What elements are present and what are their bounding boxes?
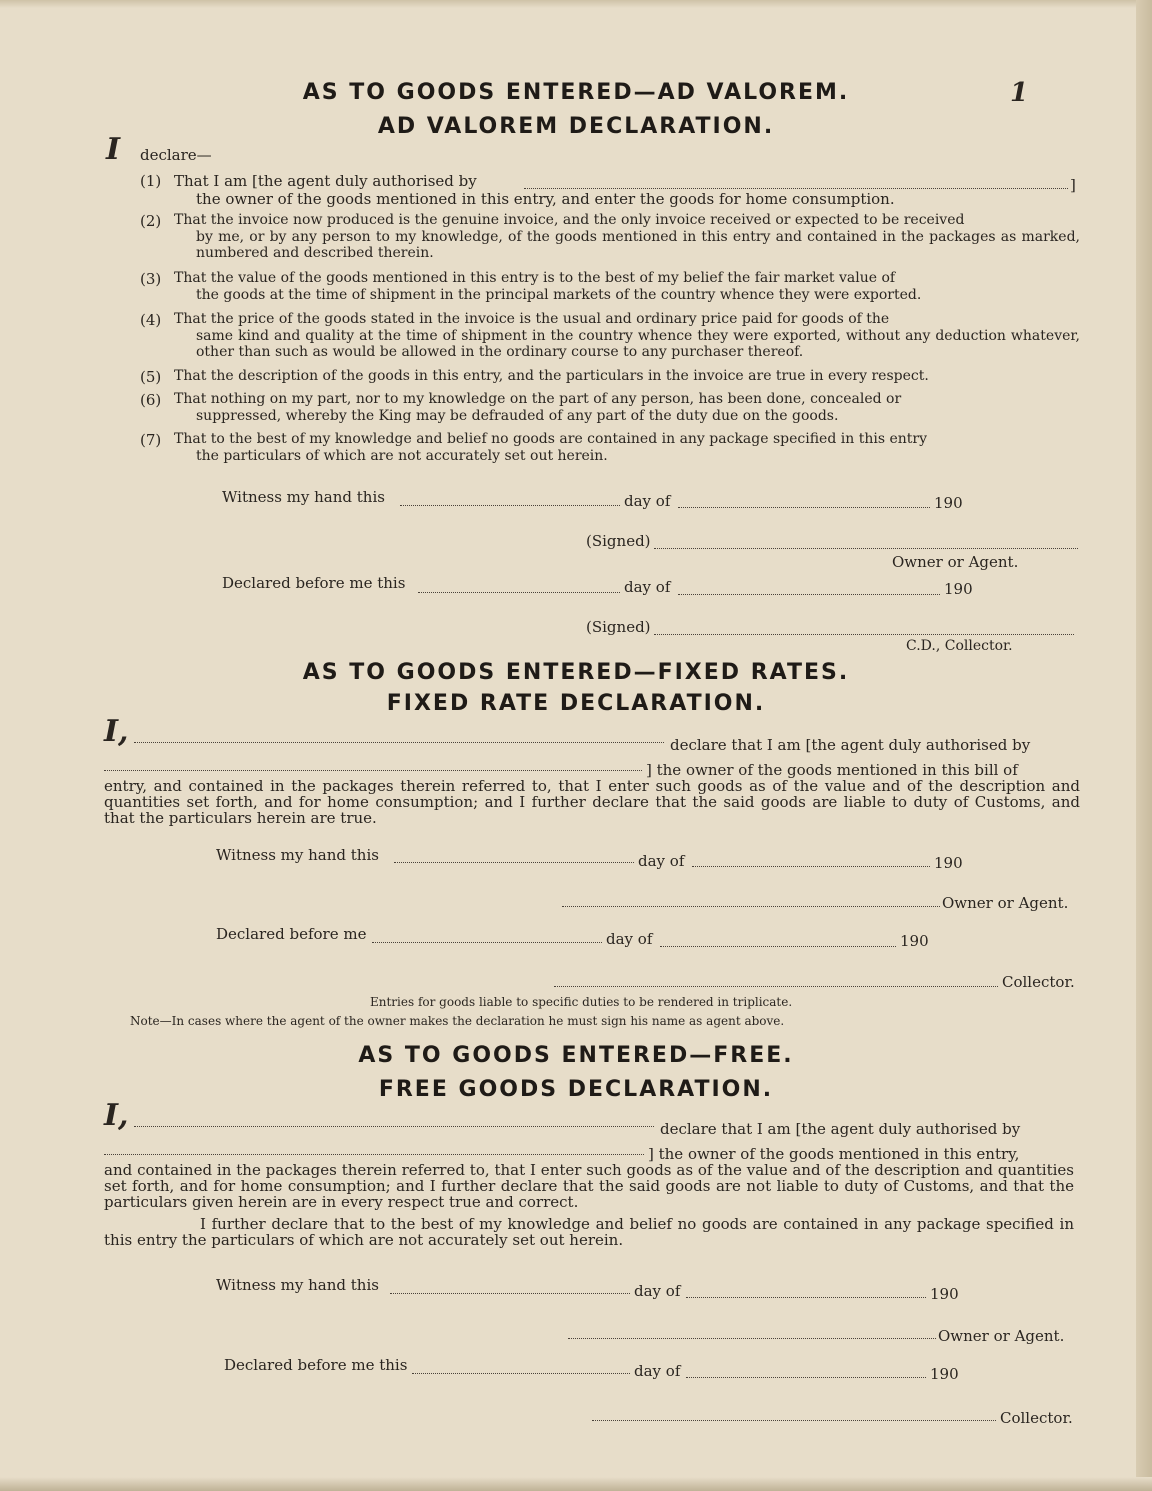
clause-3-continuation: the goods at the time of shipment in the principal markets of the country whence they were exported. bbox=[196, 287, 922, 303]
section1-initial-letter: I bbox=[106, 132, 121, 167]
section1-subheading: AD VALOREM DECLARATION. bbox=[377, 114, 775, 139]
s3-body-text: and contained in the packages therein referred to, that I enter such goods as of the value and of the description and quantities set forth, and for home consumption; and I further declare that the said goods are not liable to duty of Customs, and that the particulars given herein are in every respect true and correct. bbox=[104, 1161, 1074, 1211]
s1-declared-month-field[interactable] bbox=[678, 594, 940, 595]
clause-7-continuation: the particulars of which are not accurately set out herein. bbox=[196, 448, 608, 464]
section1-heading: AS TO GOODS ENTERED—AD VALOREM. bbox=[302, 80, 850, 105]
s2-witness-month-field[interactable] bbox=[692, 866, 930, 867]
section3-heading: AS TO GOODS ENTERED—FREE. bbox=[358, 1043, 794, 1068]
s1-owner-agent-label: Owner or Agent. bbox=[892, 553, 1019, 571]
clause-2-number: (2) bbox=[140, 212, 162, 230]
s1-signed-label-1: (Signed) bbox=[586, 532, 651, 550]
clause-3-text: That the value of the goods mentioned in this entry is to the best of my belief the fair market value of bbox=[174, 270, 896, 286]
s3-witness-month-field[interactable] bbox=[686, 1297, 926, 1298]
s1-declared-day-field[interactable] bbox=[418, 592, 620, 593]
section2-heading: AS TO GOODS ENTERED—FIXED RATES. bbox=[302, 660, 850, 685]
s2-witness-label: Witness my hand this bbox=[216, 846, 379, 864]
s2-agent-for-field[interactable] bbox=[104, 770, 642, 771]
clause-2-text: That the invoice now produced is the genuine invoice, and the only invoice received or expected to be received bbox=[174, 212, 965, 228]
clause-2-continuation: by me, or by any person to my knowledge, of the goods mentioned in this entry and contained in the packages as marked, numbered and described therein. bbox=[196, 229, 1080, 261]
s2-triplicate-note: Entries for goods liable to specific duties to be rendered in triplicate. bbox=[370, 995, 793, 1009]
s2-agent-note: Note—In cases where the agent of the owner makes the declaration he must sign his name as agent above. bbox=[130, 1014, 785, 1028]
s3-owner-signature-field[interactable] bbox=[568, 1338, 936, 1339]
section1-declare-label: declare— bbox=[140, 146, 212, 164]
s1-signed-label-2: (Signed) bbox=[586, 618, 651, 636]
s3-witness-day-field[interactable] bbox=[390, 1293, 630, 1294]
clause-7-number: (7) bbox=[140, 431, 162, 449]
s3-collector-signature-field[interactable] bbox=[592, 1420, 996, 1421]
s1-witness-label: Witness my hand this bbox=[222, 488, 385, 506]
s3-body-text-2: I further declare that to the best of my knowledge and belief no goods are contained in any package specified in this entry the particulars of which are not accurately set out herein. bbox=[104, 1215, 1074, 1249]
s1-witness-month-field[interactable] bbox=[678, 507, 930, 508]
s1-witness-year: 190 bbox=[934, 494, 963, 512]
s1-collector-signature-field[interactable] bbox=[654, 634, 1074, 635]
s1-witness-day-field[interactable] bbox=[400, 505, 620, 506]
clause-1-continuation: the owner of the goods mentioned in this entry, and enter the goods for home consumption. bbox=[196, 190, 895, 208]
s2-declare-line: declare that I am [the agent duly authorised by bbox=[670, 736, 1031, 754]
s2-declared-label: Declared before me bbox=[216, 925, 367, 943]
clause-1-text: That I am [the agent duly authorised by bbox=[174, 172, 477, 190]
s3-bracket-line: ] the owner of the goods mentioned in this entry, bbox=[648, 1145, 1020, 1163]
clause-7-text: That to the best of my knowledge and belief no goods are contained in any package specified in this entry bbox=[174, 431, 927, 447]
s3-declare-line: declare that I am [the agent duly authorised by bbox=[660, 1120, 1021, 1138]
page-edge-bottom bbox=[0, 1477, 1152, 1491]
s1-declared-dayof-label: day of bbox=[624, 578, 671, 596]
section3-subheading: FREE GOODS DECLARATION. bbox=[378, 1077, 774, 1102]
clause-4-continuation: same kind and quality at the time of shipment in the country whence they were exported, without any deduction whatever, other than such as would be allowed in the ordinary course to any purchaser thereof. bbox=[196, 328, 1080, 360]
clause-5-text: That the description of the goods in this entry, and the particulars in the invoice are true in every respect. bbox=[174, 368, 929, 384]
s1-collector-label: C.D., Collector. bbox=[906, 638, 1013, 654]
s2-collector-label: Collector. bbox=[1002, 973, 1075, 991]
s2-owner-agent-label: Owner or Agent. bbox=[942, 894, 1069, 912]
s3-agent-for-field[interactable] bbox=[104, 1154, 644, 1155]
section3-initial-letter: I, bbox=[104, 1098, 129, 1133]
s2-name-field[interactable] bbox=[134, 742, 664, 743]
s3-declared-year: 190 bbox=[930, 1365, 959, 1383]
s3-name-field[interactable] bbox=[134, 1126, 654, 1127]
clause-4-text: That the price of the goods stated in the invoice is the usual and ordinary price paid for goods of the bbox=[174, 311, 890, 327]
clause-4-number: (4) bbox=[140, 311, 162, 329]
clause-5-number: (5) bbox=[140, 368, 162, 386]
clause-6-number: (6) bbox=[140, 391, 162, 409]
s3-declared-label: Declared before me this bbox=[224, 1356, 408, 1374]
s1-owner-signature-field[interactable] bbox=[654, 548, 1078, 549]
page-edge-top bbox=[0, 0, 1152, 8]
section2-initial-letter: I, bbox=[104, 714, 129, 749]
s3-witness-dayof-label: day of bbox=[634, 1282, 681, 1300]
s1-declared-label: Declared before me this bbox=[222, 574, 406, 592]
s2-collector-signature-field[interactable] bbox=[554, 986, 998, 987]
s3-declared-dayof-label: day of bbox=[634, 1362, 681, 1380]
agent-name-field-1[interactable] bbox=[524, 188, 1068, 189]
s2-declared-dayof-label: day of bbox=[606, 930, 653, 948]
clause-3-number: (3) bbox=[140, 270, 162, 288]
s2-declared-month-field[interactable] bbox=[660, 946, 896, 947]
section2-subheading: FIXED RATE DECLARATION. bbox=[386, 691, 766, 716]
clause-6-continuation: suppressed, whereby the King may be defrauded of any part of the duty due on the goods. bbox=[196, 408, 839, 424]
s3-declared-month-field[interactable] bbox=[686, 1377, 926, 1378]
s2-witness-dayof-label: day of bbox=[638, 852, 685, 870]
s3-collector-label: Collector. bbox=[1000, 1409, 1073, 1427]
s3-owner-agent-label: Owner or Agent. bbox=[938, 1327, 1065, 1345]
clause-6-text: That nothing on my part, nor to my knowledge on the part of any person, has been done, concealed or bbox=[174, 391, 902, 407]
s3-witness-year: 190 bbox=[930, 1285, 959, 1303]
handwritten-page-mark: 1 bbox=[1010, 78, 1029, 108]
s2-bracket-line: ] the owner of the goods mentioned in this bill of bbox=[646, 761, 1018, 779]
s2-witness-year: 190 bbox=[934, 854, 963, 872]
s2-owner-signature-field[interactable] bbox=[562, 906, 940, 907]
s2-witness-day-field[interactable] bbox=[394, 862, 634, 863]
s2-declared-day-field[interactable] bbox=[372, 942, 602, 943]
s1-witness-dayof-label: day of bbox=[624, 492, 671, 510]
s3-declared-day-field[interactable] bbox=[412, 1373, 630, 1374]
clause-1-bracket: ] bbox=[1070, 176, 1076, 194]
page-edge-right bbox=[1136, 0, 1152, 1491]
s2-body-text: entry, and contained in the packages therein referred to, that I enter such goods as of the value and of the description and quantities set forth, and for home consumption; and I further declare that the said goods are liable to duty of Customs, and that the particulars herein are true. bbox=[104, 777, 1080, 827]
clause-1-number: (1) bbox=[140, 172, 162, 190]
s2-declared-year: 190 bbox=[900, 932, 929, 950]
s1-declared-year: 190 bbox=[944, 580, 973, 598]
s3-witness-label: Witness my hand this bbox=[216, 1276, 379, 1294]
